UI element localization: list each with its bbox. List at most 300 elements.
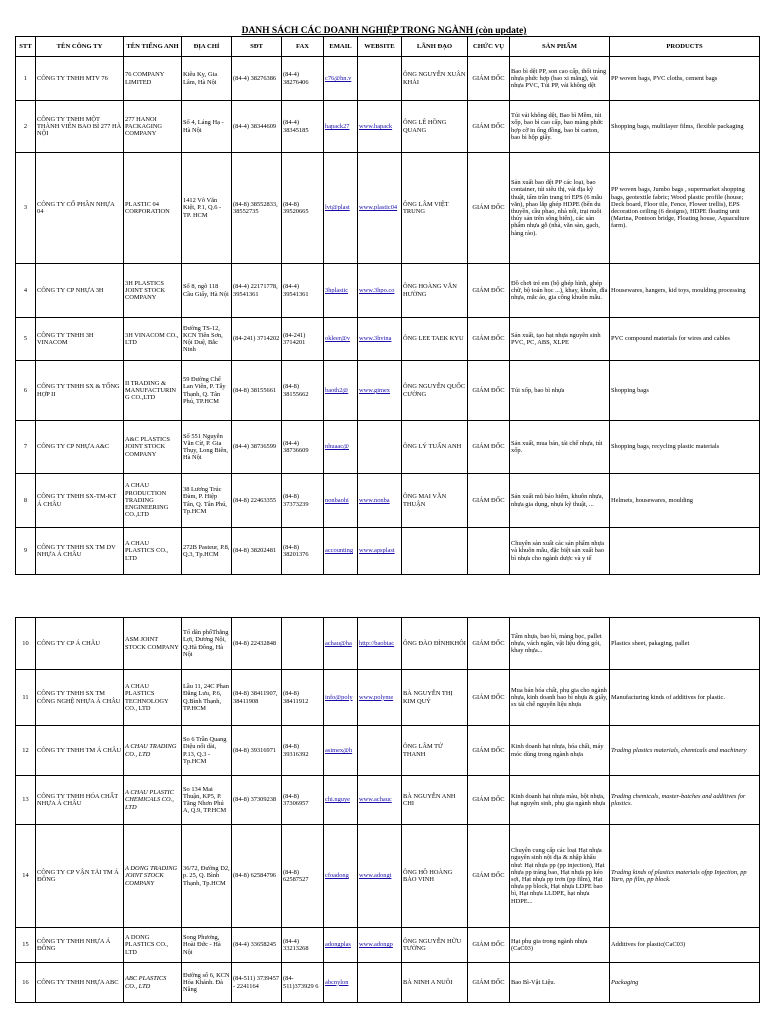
email-link-text[interactable]: nhuaac@: [325, 443, 349, 451]
address: [182, 264, 232, 318]
email-link-text[interactable]: okleer@v: [325, 335, 351, 343]
email-link[interactable]: [324, 528, 358, 575]
company-name-text: CÔNG TY CP NHỰA 3H: [37, 286, 104, 294]
column-header: WEBSITE: [358, 37, 402, 57]
english-name: [124, 264, 182, 318]
table-row: [16, 101, 760, 153]
english-name-text: A DONG PLASTICS CO., LTD: [125, 934, 169, 956]
leader-name: [402, 57, 468, 101]
phone-text: (84-8) 37309238: [233, 796, 277, 804]
address: [182, 670, 232, 726]
website-link[interactable]: [358, 670, 402, 726]
table-row: [16, 474, 760, 528]
english-name: [124, 618, 182, 670]
company-name-text: CÔNG TY TNHH MỘT THÀNH VIÊN BAO BÌ 277 HÀ NỘI: [37, 115, 122, 138]
email-link[interactable]: [324, 963, 358, 1003]
email-link[interactable]: [324, 361, 358, 421]
fax-text: (84-241) 3714201: [283, 331, 306, 346]
email-link[interactable]: [324, 474, 358, 528]
position: [468, 318, 510, 361]
email-link-text[interactable]: achau@ha: [325, 639, 352, 647]
company-name-text: CÔNG TY TNHH MTV 76: [37, 74, 108, 82]
email-link-text[interactable]: cfoadong: [325, 872, 349, 880]
email-link-text[interactable]: adongplas: [325, 941, 351, 949]
website-link[interactable]: [358, 264, 402, 318]
position: [468, 618, 510, 670]
address-text: 36/72, Đường D2, p. 25, Q. Bình Thạnh, Tp.HCM: [183, 865, 230, 887]
address-text: 1412 Võ Văn Kiệt, P.1, Q.6 - TP. HCM: [183, 197, 222, 219]
row-number: [16, 528, 36, 575]
products-en: [610, 928, 760, 963]
products-en-text: Trading plastics materials, chemicals and machinery: [611, 746, 747, 754]
company-name-text: CÔNG TY TNHH SX-TM-KT Á CHÂU: [37, 493, 117, 508]
position: [468, 670, 510, 726]
products-vi: [510, 825, 610, 928]
website-link: [358, 57, 402, 101]
email-link[interactable]: [324, 264, 358, 318]
email-link-text[interactable]: asimex@h: [325, 746, 353, 754]
fax-text: (84-8) 38155662: [283, 383, 309, 398]
products-en-text: Plastics sheet, pakaging, pallet: [611, 639, 690, 647]
website-link[interactable]: [358, 318, 402, 361]
fax: [282, 726, 324, 776]
column-header: SĐT: [232, 37, 282, 57]
website-link-text[interactable]: www.plastic04: [359, 204, 398, 212]
address: [182, 474, 232, 528]
website-link-text[interactable]: www.3hvina: [359, 335, 392, 343]
position: [468, 825, 510, 928]
products-vi-text: Bao bì dệt PP, son cao cấp, thổi tráng nhựa phức hợp (bao xi măng), vải nhựa PVC, Túi PP, vải không dệt: [511, 67, 607, 90]
english-name-text: A CHAU PRODUCTION TRADING ENGINEERING CO.,LTD: [125, 482, 169, 519]
row-number: [16, 776, 36, 825]
email-link[interactable]: [324, 57, 358, 101]
fax: [282, 421, 324, 474]
products-vi-text: Chuyên sản xuất các sản phẩm nhựa và khuôn mẫu, đặc biệt sản xuất bao bì nhựa cho ngành dược và y tế: [511, 540, 604, 562]
address: [182, 153, 232, 264]
email-link[interactable]: [324, 318, 358, 361]
table-row: [16, 618, 760, 670]
leader-name-text: ÔNG LEE TAEK KYU: [403, 335, 464, 343]
products-vi: [510, 57, 610, 101]
address-text: Lầu 11, 24C Phan Đăng Lưu, P.6, Q.Bình Thạnh, TP.HCM: [183, 683, 229, 712]
address-text: Số 8, ngõ 118 Cầu Giấy, Hà Nội: [183, 283, 229, 298]
column-header: TÊN TIẾNG ANH: [124, 37, 182, 57]
company-name: [36, 153, 124, 264]
phone: [232, 264, 282, 318]
products-en-text: Shopping bags: [611, 386, 649, 394]
leader-name-text: ÔNG NGUYỄN XUÂN KHẢI: [403, 71, 466, 86]
company-name-text: CÔNG TY TNHH SX TM DV NHỰA Á CHÂU: [37, 543, 116, 558]
website-link-text[interactable]: www.adongt: [359, 872, 392, 880]
company-name: [36, 101, 124, 153]
leader-name-text: ÔNG LÂM VIỆT TRUNG: [403, 200, 449, 215]
address: [182, 825, 232, 928]
email-link[interactable]: [324, 726, 358, 776]
products-en: [610, 776, 760, 825]
fax-text: (84-511)373929 6: [283, 975, 319, 990]
fax: [282, 618, 324, 670]
position-text: GIÁM ĐỐC: [472, 693, 505, 701]
email-link[interactable]: [324, 776, 358, 825]
english-name-text: ASM JOINT STOCK COMPANY: [125, 636, 179, 651]
phone: [232, 101, 282, 153]
english-name-text: A CHAU PLASTICS TECHNOLOGY CO., LTD: [125, 683, 169, 712]
products-en: [610, 153, 760, 264]
products-vi-text: Mua bán hóa chất, phụ gia cho ngành nhựa, kinh doanh bao bì nhựa & giấy, sx tái chế nguyên liệu nhựa: [511, 686, 608, 709]
leader-name-text: ÔNG LÝ TUẤN ANH: [403, 443, 462, 451]
website-link-text[interactable]: www.polyme: [359, 693, 394, 701]
row-number: [16, 421, 36, 474]
position: [468, 361, 510, 421]
company-name-text: CÔNG TY TNHH NHỰA ABC: [37, 978, 119, 986]
position: [468, 776, 510, 825]
english-name: [124, 928, 182, 963]
website-link[interactable]: [358, 101, 402, 153]
company-name: [36, 421, 124, 474]
website-link[interactable]: [358, 474, 402, 528]
english-name-text: 277 HANOI PACKAGING COMPANY: [125, 115, 163, 138]
row-number: [16, 928, 36, 963]
phone: [232, 825, 282, 928]
address: [182, 928, 232, 963]
column-header: ĐỊA CHỈ: [182, 37, 232, 57]
phone-text: (84-4) 33658245: [233, 941, 277, 949]
website-link[interactable]: [358, 361, 402, 421]
english-name-text: A CHAU PLASTIC CHEMICALS CO., LTD: [125, 789, 174, 811]
products-en-text: Trading kinds of plastics materials ofpp Injection, pp Yarn, pp film, pp block.: [611, 868, 747, 883]
products-en-text: Additives for plastic(CaC03): [611, 941, 686, 949]
products-vi: [510, 528, 610, 575]
phone: [232, 670, 282, 726]
products-vi: [510, 153, 610, 264]
address-text: Song Phương, Hoài Đức - Hà Nội: [183, 934, 221, 956]
phone-text: (84-4) 38276386: [233, 74, 277, 82]
address: [182, 101, 232, 153]
phone: [232, 928, 282, 963]
website-link[interactable]: [358, 618, 402, 670]
company-name: [36, 528, 124, 575]
company-name-text: CÔNG TY CP VẬN TẢI TM Á ĐÔNG: [37, 868, 119, 883]
email-link-text[interactable]: baoth2@: [325, 386, 349, 394]
english-name-text: A DONG TRADING JOINT STOCK COMPANY: [125, 865, 178, 887]
website-link-text[interactable]: www.3hpo.co: [359, 286, 395, 294]
row-number-text: 8: [23, 496, 28, 504]
fax-text: (84-4) 39541361: [283, 283, 309, 298]
company-name: [36, 776, 124, 825]
address: [182, 421, 232, 474]
table-row: [16, 963, 760, 1003]
position: [468, 57, 510, 101]
fax: [282, 825, 324, 928]
address: [182, 528, 232, 575]
leader-name-text: ÔNG ĐÀO ĐÌNHKHÔI: [403, 639, 466, 647]
products-en-text: Housewares, hangers, kid toys, moulding processing: [611, 286, 746, 294]
website-link-text[interactable]: www.apsplast: [359, 547, 395, 555]
position-text: GIÁM ĐỐC: [472, 204, 505, 212]
position-text: GIÁM ĐỐC: [472, 746, 505, 754]
leader-name-text: BÀ NINH A NUÔI: [403, 978, 453, 986]
table-row: [16, 825, 760, 928]
website-link-text[interactable]: www.gimex: [359, 386, 391, 394]
company-name-text: CÔNG TY TNHH HÓA CHẤT NHỰA Á CHÂU: [37, 792, 119, 807]
position: [468, 963, 510, 1003]
leader-name: [402, 825, 468, 928]
leader-name-text: ÔNG LÂM TỨ THANH: [403, 743, 443, 758]
phone-text: (84-4) 22171778, 39541361: [233, 283, 278, 298]
phone: [232, 528, 282, 575]
email-link[interactable]: [324, 101, 358, 153]
row-number-text: 7: [23, 443, 28, 451]
row-number-text: 13: [22, 796, 29, 804]
website-link[interactable]: [358, 825, 402, 928]
products-en-text: Manufacturing kinds of additives for plastic.: [611, 693, 725, 701]
address-text: 38 Lương Trúc Đàm, P. Hiệp Tân, Q. Tân Phú, Tp.HCM: [183, 486, 227, 515]
products-vi: [510, 264, 610, 318]
email-link-text[interactable]: abcnylon: [325, 978, 349, 986]
row-number-text: 12: [22, 746, 29, 754]
position-text: GIÁM ĐỐC: [472, 796, 505, 804]
english-name: [124, 825, 182, 928]
company-name-text: CÔNG TY TNHH NHỰA Á ĐÔNG: [37, 937, 111, 952]
fax-text: (84-4) 38345185: [283, 119, 309, 134]
email-link-text[interactable]: nonbaohi: [325, 496, 349, 504]
english-name: [124, 101, 182, 153]
email-link-text[interactable]: info@poly: [325, 693, 353, 701]
row-number-text: 5: [23, 335, 28, 343]
address-text: So 134 Mai Thuận, KP5, P. Tăng Nhơn Phú A, Q.9, TP.HCM: [183, 785, 227, 815]
address-text: 272B Pasteur, P.8, Q.3, Tp.HCM: [183, 543, 230, 558]
website-link-text[interactable]: www.adongp: [359, 941, 393, 949]
products-en: [610, 474, 760, 528]
leader-name-text: ÔNG MAI VĂN THUẬN: [403, 493, 447, 508]
position: [468, 474, 510, 528]
website-link: [358, 963, 402, 1003]
address-text: Số 4, Láng Hạ - Hà Nội: [183, 119, 224, 134]
position: [468, 264, 510, 318]
position: [468, 421, 510, 474]
phone-text: (84-8) 39316971: [233, 746, 277, 754]
address: [182, 963, 232, 1003]
column-header: CHỨC VỤ: [468, 37, 510, 57]
page-title: DANH SÁCH CÁC DOANH NGHIỆP TRONG NGÀNH (còn update): [241, 26, 527, 36]
website-link-text[interactable]: www.achauc: [359, 796, 392, 804]
products-vi-text: Đồ chơi trẻ em (bộ ghép hình, ghép chữ, bộ toán học ...), khay, khuôn, đĩa nhựa, mắc áo, gia công khuôn mẫu.: [511, 279, 608, 302]
website-link[interactable]: [358, 776, 402, 825]
position-text: GIÁM ĐỐC: [472, 639, 505, 647]
fax-text: (84-8) 62587527: [283, 868, 309, 883]
products-vi-text: Sản xuất bao dệt PP các loại, bao container, túi siêu thị, vải địa kỹ thuật, tấm trần trang trí EPS (6 mẫu văn), phao lắp ghép HDPE (bến du thuyền, cầu phao, nhà nổi, trại nuôi thủy sản trên sông biển), các sản phẩm nhựa gỗ (nhà, văn sàn, gạch, hàng rào).: [511, 179, 603, 237]
website-link[interactable]: [358, 928, 402, 963]
row-number: [16, 264, 36, 318]
address-text: 59 Đường Chế Lan Viên, P. Tây Thạnh, Q. Tân Phú, TP.HCM: [183, 376, 226, 405]
phone-text: (84-8) 38202481: [233, 547, 277, 555]
email-link-text[interactable]: lvt@plast: [325, 204, 350, 212]
english-name: [124, 421, 182, 474]
english-name: [124, 153, 182, 264]
leader-name: [402, 101, 468, 153]
row-number: [16, 318, 36, 361]
row-number: [16, 670, 36, 726]
products-en: [610, 618, 760, 670]
company-name: [36, 963, 124, 1003]
row-number: [16, 474, 36, 528]
email-link-text[interactable]: c76@hn.v: [325, 74, 352, 82]
row-number-text: 3: [23, 204, 28, 212]
email-link-text[interactable]: chi.nguye: [325, 796, 351, 804]
products-vi: [510, 963, 610, 1003]
leader-name: [402, 528, 468, 575]
fax-text: (84-8) 39520665: [283, 200, 309, 215]
website-link[interactable]: [358, 528, 402, 575]
company-name: [36, 57, 124, 101]
fax: [282, 474, 324, 528]
leader-name: [402, 474, 468, 528]
position: [468, 153, 510, 264]
company-name: [36, 318, 124, 361]
table-row: [16, 670, 760, 726]
leader-name: [402, 264, 468, 318]
products-vi: [510, 726, 610, 776]
phone-text: (84-8) 38155661: [233, 386, 277, 394]
email-link[interactable]: [324, 618, 358, 670]
table-row: [16, 153, 760, 264]
products-en-text: PP woven bags, Jumbo bags , supermarket shopping bags, geotextile fabric; Wood plastic profile (house; Deck board, Floor tile, Fence, Flower trellis), EPS decoration ceiling (6 designs), HDPE floating unit (Marina, Pontoon bridge, Floating house, Aquaculture farm).: [611, 186, 750, 230]
website-link[interactable]: [358, 153, 402, 264]
address: [182, 361, 232, 421]
leader-name: [402, 618, 468, 670]
products-vi: [510, 421, 610, 474]
leader-name: [402, 776, 468, 825]
table-row: [16, 421, 760, 474]
fax: [282, 963, 324, 1003]
leader-name: [402, 318, 468, 361]
phone-text: (84-8) 22432848: [233, 639, 277, 647]
row-number-text: 2: [23, 122, 28, 130]
position-text: GIÁM ĐỐC: [472, 872, 505, 880]
row-number-text: 6: [23, 386, 28, 394]
leader-name-text: ÔNG NGUYỄN HỮU TƯỜNG: [403, 937, 462, 952]
position: [468, 928, 510, 963]
email-link-text[interactable]: hapack27: [325, 122, 350, 130]
company-name: [36, 474, 124, 528]
position: [468, 528, 510, 575]
address-text: Số 551 Nguyễn Văn Cừ, P. Gia Thụy, Long Biên, Hà Nội: [183, 432, 229, 462]
email-link[interactable]: [324, 670, 358, 726]
column-header: STT: [16, 37, 36, 57]
row-number: [16, 153, 36, 264]
leader-name-text: ÔNG HỒ HOÀNG BẢO VINH: [403, 868, 453, 883]
website-link-text[interactable]: www.nonba: [359, 496, 390, 504]
products-vi-text: Sản xuất mũ bảo hiểm, khuôn nhựa, nhựa gia dụng, nhựa kỹ thuật, ...: [511, 493, 604, 508]
phone-text: (84-8) 38552833, 38552735: [233, 200, 278, 215]
phone: [232, 776, 282, 825]
position-text: GIÁM ĐỐC: [472, 335, 505, 343]
english-name: [124, 776, 182, 825]
phone: [232, 421, 282, 474]
company-table-top: [15, 36, 760, 575]
address: [182, 618, 232, 670]
phone: [232, 963, 282, 1003]
english-name-text: A&C PLASTICS JOINT STOCK COMPANY: [125, 436, 170, 458]
products-vi: [510, 318, 610, 361]
row-number-text: 9: [23, 547, 28, 555]
products-en-text: Shopping bags, multilayer films, flexible packaging: [611, 122, 744, 130]
column-header: EMAIL: [324, 37, 358, 57]
row-number-text: 4: [23, 286, 28, 294]
phone: [232, 474, 282, 528]
products-en-text: Shopping bags, recycling plastic materials: [611, 443, 720, 451]
products-vi: [510, 101, 610, 153]
email-link-text[interactable]: accounting: [325, 547, 354, 555]
products-vi-text: Bao Bì-Vật Liệu.: [511, 978, 556, 986]
position-text: GIÁM ĐỐC: [472, 74, 505, 82]
address: [182, 57, 232, 101]
english-name-text: 76 COMPANY LIMITED: [125, 71, 165, 86]
products-en: [610, 726, 760, 776]
position-text: GIÁM ĐỐC: [472, 386, 505, 394]
position-text: GIÁM ĐỐC: [472, 122, 505, 130]
leader-name-text: ÔNG LÊ HỒNG QUANG: [403, 119, 447, 134]
leader-name: [402, 421, 468, 474]
fax: [282, 776, 324, 825]
products-vi: [510, 776, 610, 825]
website-link-text[interactable]: http://baobiac: [359, 639, 395, 647]
leader-name: [402, 726, 468, 776]
leader-name-text: BÀ NGUYỄN ANH CHI: [403, 792, 456, 807]
email-link[interactable]: [324, 928, 358, 963]
english-name-text: II TRADING & MANUFACTURING CO.,LTD: [125, 379, 177, 402]
position-text: GIÁM ĐỐC: [472, 443, 505, 451]
email-link[interactable]: [324, 825, 358, 928]
table-row: [16, 264, 760, 318]
email-link[interactable]: [324, 153, 358, 264]
products-en-text: PP woven bags, PVC cloths, cement bags: [611, 74, 718, 82]
column-header: PRODUCTS: [610, 37, 760, 57]
fax-text: (84-4) 38736609: [283, 439, 309, 454]
fax: [282, 670, 324, 726]
address-text: Kiêu Kỵ, Gia Lâm, Hà Nội: [183, 71, 218, 86]
table-row: [16, 57, 760, 101]
email-link-text[interactable]: 3hplastic: [325, 286, 349, 294]
fax: [282, 318, 324, 361]
products-vi-text: Sản xuất, mua bán, tái chế nhựa, túi xốp.: [511, 439, 603, 454]
products-en-text: PVC compound materials for wires and cables: [611, 335, 730, 343]
position: [468, 101, 510, 153]
products-vi: [510, 618, 610, 670]
email-link[interactable]: [324, 421, 358, 474]
company-name: [36, 726, 124, 776]
table-row: [16, 726, 760, 776]
products-vi: [510, 474, 610, 528]
address: [182, 318, 232, 361]
products-vi-text: Kinh doanh hạt nhựa, hóa chất, máy móc dùng trong ngành nhựa: [511, 743, 604, 758]
position: [468, 726, 510, 776]
phone: [232, 618, 282, 670]
fax-text: (84-8) 39316392: [283, 743, 309, 758]
leader-name: [402, 361, 468, 421]
products-en: [610, 57, 760, 101]
english-name-text: A CHAU TRADING CO., LTD: [125, 743, 177, 758]
fax-text: (84-8) 37306957: [283, 792, 309, 807]
english-name: [124, 57, 182, 101]
address: [182, 776, 232, 825]
english-name: [124, 361, 182, 421]
website-link-text[interactable]: www.hapack: [359, 122, 393, 130]
products-vi-text: Kinh doanh hạt nhựa màu, bột nhựa, hạt nguyên sinh, phụ gia ngành nhựa: [511, 792, 606, 807]
phone: [232, 153, 282, 264]
company-name: [36, 264, 124, 318]
phone-text: (84-4) 38344609: [233, 122, 277, 130]
